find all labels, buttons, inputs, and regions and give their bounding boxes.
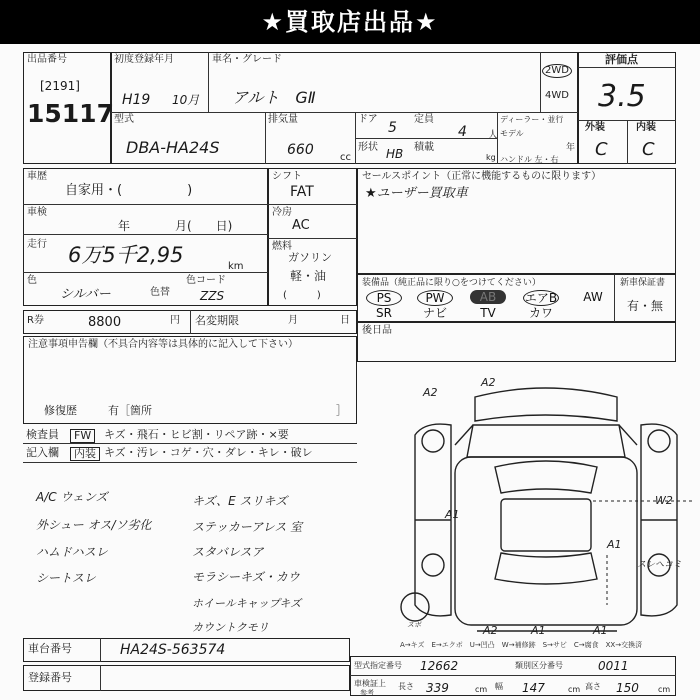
sales-box (357, 168, 676, 274)
spec-label: 型式指定番号 (354, 661, 402, 670)
hgt-value: 150 (616, 681, 639, 695)
warranty-value: 有・無 (627, 299, 664, 313)
len-unit: cm (475, 685, 488, 694)
fuel-light-oil: 軽・油 (290, 269, 327, 283)
cap-unit: 人 (488, 130, 498, 141)
lot-label: 出品番号 (27, 54, 67, 65)
repaint-label: 色替 (150, 287, 170, 298)
shape-value: HB (386, 147, 404, 161)
note-right-3: モラシーキズ・カウ (192, 570, 300, 584)
note-right-4: ホイールキャップキズ (192, 597, 302, 610)
inspection-row1-tag: FW (70, 429, 95, 443)
class-label: 類別区分番号 (515, 661, 563, 670)
regno-label: 登録番号 (28, 671, 72, 684)
model-value: アルト GⅡ (232, 88, 316, 107)
shaken-month: 月( 日) (175, 219, 233, 233)
len-value: 339 (426, 681, 449, 695)
equip-airbag: エアB (524, 291, 558, 305)
ext-value: C (595, 139, 608, 160)
diag-mark-3: A1 (607, 538, 622, 551)
wid-label: 幅 (495, 682, 503, 691)
nametag-month: 月 (288, 315, 298, 326)
wid-unit: cm (568, 685, 581, 694)
dealer-label: ディーラー・並行 (500, 115, 564, 124)
score-label: 評価点 (605, 53, 638, 66)
diag-mark-9: スポ (407, 621, 421, 629)
car-outline-icon (355, 375, 695, 637)
rear-seat-label: 後日品 (362, 325, 392, 336)
car-diagram (355, 375, 695, 637)
note-left-0: A/C ウェンズ (36, 490, 108, 504)
color-code-label: 色コード (186, 275, 226, 286)
class-value: 0011 (598, 659, 629, 673)
cap-value: 4 (458, 124, 467, 140)
diag-mark-7: A1 (593, 624, 608, 637)
equipment-label: 装備品（純正品に限り○をつけてください） (362, 278, 541, 288)
repair-label: 修復歴 (44, 404, 77, 417)
color-value: シルバー (60, 287, 111, 302)
auction-banner: ★買取店出品★ (0, 0, 700, 44)
diag-mark-5: A2 (483, 624, 498, 637)
chassis-value: HA24S-563574 (120, 642, 226, 658)
dims-sub: 参考 (360, 689, 374, 697)
drive-2wd: 2WD (542, 64, 572, 78)
repair-value: 有［箇所 (108, 404, 152, 417)
diag-mark-8: A2 (423, 386, 438, 399)
load-label: 積載 (414, 142, 434, 153)
score-value: 3.5 (598, 79, 646, 114)
note-right-2: スタバレスア (192, 545, 264, 559)
equip-pw: PW (417, 290, 453, 306)
recycle-unit: 円 (170, 315, 180, 326)
usage-value: 自家用・( ) (65, 183, 193, 198)
equip-ps: PS (366, 290, 402, 306)
note-right-1: ステッカーアレス 室 (192, 520, 303, 534)
reg-year: H19 (122, 92, 151, 108)
note-right-5: カウントクモリ (192, 621, 269, 634)
rear-box (357, 322, 676, 362)
door-label: ドア (358, 114, 378, 125)
model-year-label: モデル (500, 129, 524, 138)
repair-close: ］ (336, 404, 347, 417)
shaken-label: 車検 (27, 207, 47, 218)
model-year-unit: 年 (566, 143, 576, 153)
note-left-1: 外シュー オス/ソ劣化 (36, 518, 152, 532)
fuel-paren: ( ) (283, 290, 321, 301)
usage-label: 車歴 (27, 171, 47, 182)
handle-label: ハンドル 左・右 (500, 155, 559, 164)
notes-label: 注意事項申告欄（不具合内容等は具体的に記入して下さい） (28, 339, 298, 350)
fuel-label: 燃料 (272, 241, 292, 252)
shaken-year: 年 (118, 219, 131, 233)
ext-label: 外装 (585, 122, 605, 133)
len-label: 長さ (398, 682, 414, 691)
reg-label: 初度登録年月 (114, 54, 174, 65)
inspection-row2-tag: 内装 (70, 447, 100, 461)
regno-box (23, 665, 350, 691)
inspection-row1-items: キズ・飛石・ヒビ割・リペア跡・×要 (104, 428, 289, 441)
equip-tv: TV (480, 306, 496, 320)
hgt-unit: cm (658, 685, 671, 694)
diag-mark-4: スレへコミ (637, 560, 683, 570)
nametag-day: 日 (340, 315, 350, 326)
fuel-gasoline: ガソリン (288, 251, 332, 264)
diag-mark-0: A2 (481, 376, 496, 389)
shape-label: 形状 (358, 142, 378, 153)
lot-sub: [2191] (40, 79, 80, 93)
spec-value: 12662 (420, 659, 459, 673)
shift-label: シフト (272, 171, 302, 182)
nametag-label: 名変期限 (195, 314, 239, 327)
chassis-label: 車台番号 (28, 642, 72, 655)
drive-4wd: 4WD (545, 90, 569, 101)
int-label: 内装 (636, 122, 656, 133)
inspection-row2-items: キズ・汚レ・コゲ・穴・ダレ・キレ・破レ (104, 446, 313, 459)
diag-mark-1: A1 (445, 508, 460, 521)
recycle-value: 8800 (88, 315, 122, 330)
note-right-0: キズ、E スリキズ (192, 494, 288, 508)
dims-label: 車検証上 (354, 679, 386, 688)
hgt-label: 高さ (585, 682, 601, 691)
ac-value: AC (292, 218, 310, 233)
type-value: DBA-HA24S (126, 138, 220, 157)
door-value: 5 (388, 120, 397, 136)
int-value: C (642, 139, 655, 160)
color-label: 色 (27, 275, 37, 286)
lot-number: 15117 (27, 99, 114, 128)
note-left-3: シートスレ (36, 571, 96, 585)
mileage-label: 走行 (27, 239, 47, 250)
equip-leather: カワ (528, 306, 553, 320)
diag-mark-2: W2 (655, 494, 673, 507)
reg-month: 10月 (172, 93, 200, 107)
wid-value: 147 (522, 681, 545, 695)
equip-ab: AB (470, 290, 506, 304)
type-label: 型式 (114, 114, 134, 125)
mileage-unit: km (228, 261, 244, 272)
sales-value: ★ユーザー買取車 (365, 186, 468, 201)
load-unit: kg (486, 153, 496, 162)
sales-label: セールスポイント（正常に機能するものに限ります） (362, 171, 602, 182)
damage-legend: A→キズ E→エクボ U→凹凸 W→補修跡 S→サビ C→腐食 XX→交換済 (400, 641, 643, 649)
disp-unit: cc (340, 152, 351, 163)
model-label: 車名・グレード (212, 54, 282, 65)
equip-navi: ナビ (422, 306, 447, 320)
cap-label: 定員 (414, 114, 434, 125)
disp-label: 排気量 (268, 114, 298, 125)
ac-label: 冷房 (272, 207, 292, 218)
diag-mark-6: A1 (531, 624, 546, 637)
equip-aw: AW (583, 290, 603, 304)
disp-value: 660 (287, 142, 314, 158)
warranty-label: 新車保証書 (620, 278, 666, 288)
note-left-2: ハムドハスレ (36, 545, 108, 559)
equip-sr: SR (376, 306, 392, 320)
mileage-value: 6万5千2,95 (68, 243, 184, 267)
inspection-row1-label: 検査員 (26, 428, 59, 441)
inspection-row2-label: 記入欄 (26, 446, 59, 459)
color-code-value: ZZS (200, 289, 225, 303)
shift-value: FAT (290, 184, 314, 200)
recycle-label: R券 (27, 315, 44, 326)
